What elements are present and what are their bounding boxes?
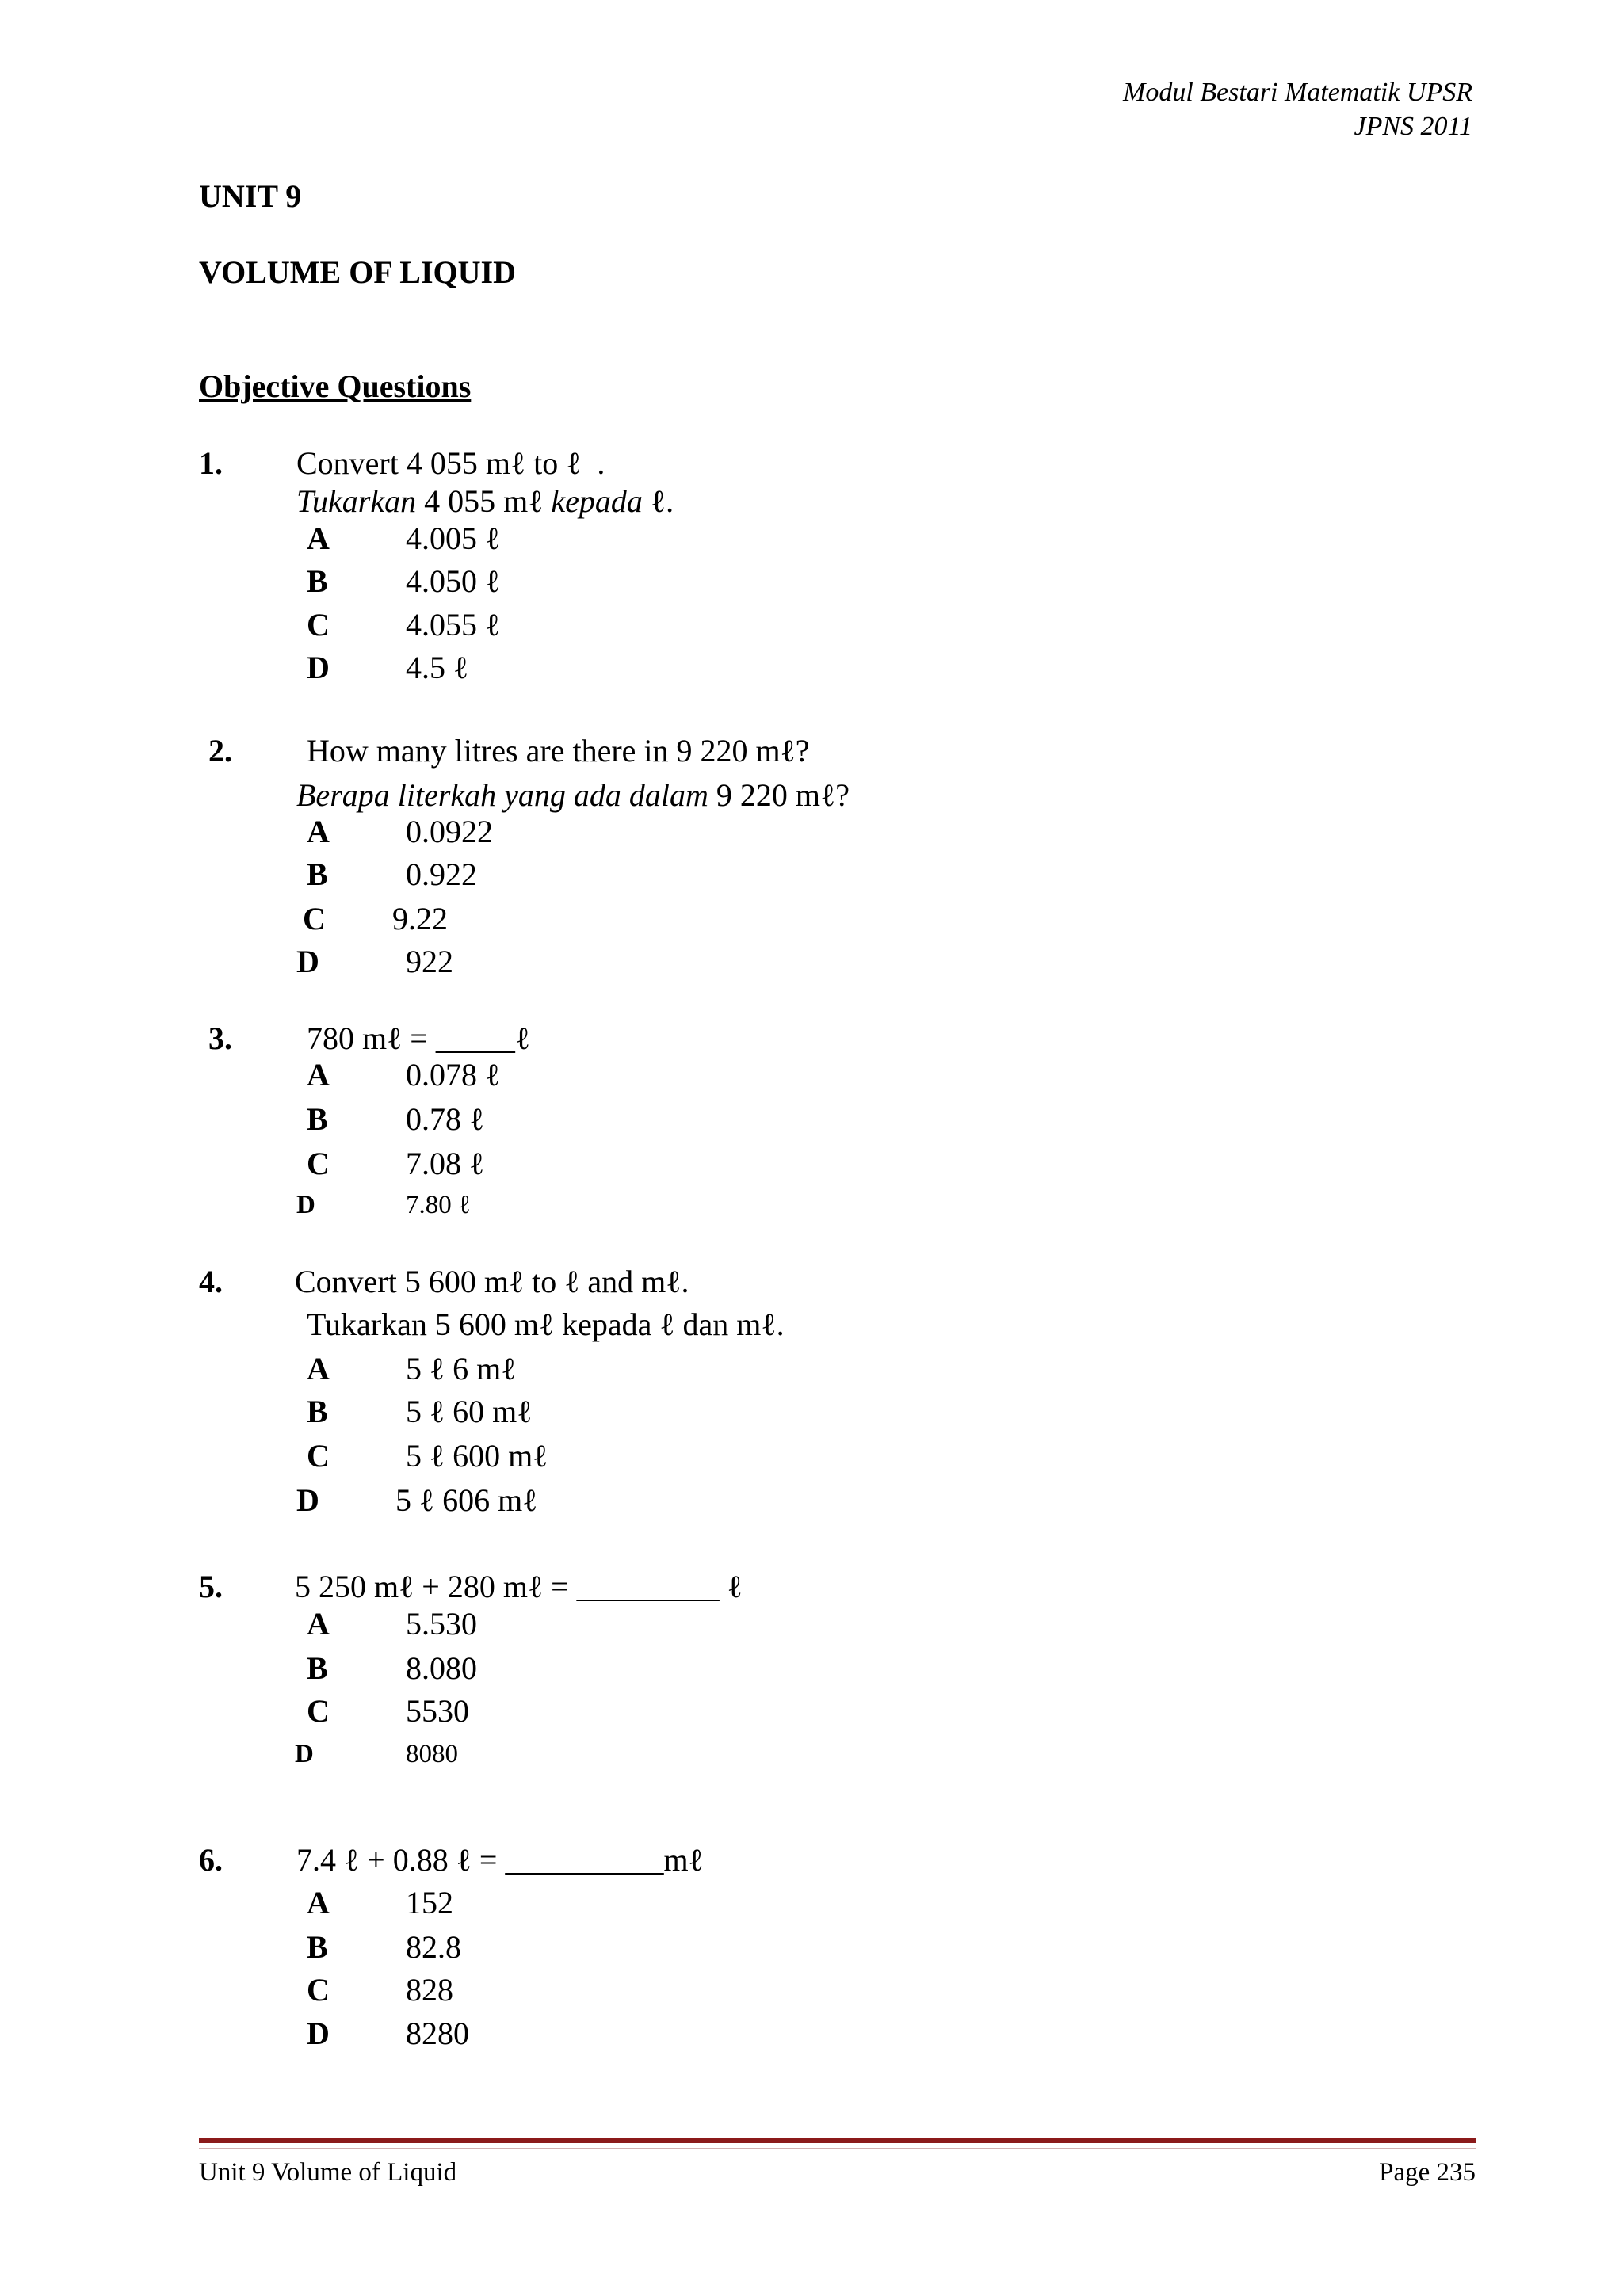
option-label: B	[307, 1929, 328, 1965]
option-label: C	[303, 901, 326, 936]
question-text: Convert 5 600 mℓ to ℓ and mℓ.	[295, 1264, 689, 1299]
option-value: 8080	[406, 1740, 458, 1768]
question-text: Convert 4 055 mℓ to ℓ .	[296, 445, 605, 481]
option-value: 5 ℓ 6 mℓ	[406, 1351, 517, 1386]
translation-part: 4 055 mℓ	[416, 483, 552, 519]
section-title: Objective Questions	[199, 368, 472, 404]
question-translation: Tukarkan 5 600 mℓ kepada ℓ dan mℓ.	[307, 1306, 785, 1342]
option-value: 152	[406, 1885, 453, 1920]
option-value: 4.055 ℓ	[406, 607, 501, 643]
option-label: D	[296, 1482, 319, 1518]
option-label: B	[307, 1394, 328, 1429]
question-number: 5.	[199, 1569, 223, 1604]
option-value: 7.80 ℓ	[406, 1191, 471, 1219]
option-label: C	[307, 1972, 330, 2008]
option-label: C	[307, 1693, 330, 1729]
option-value: 0.0922	[406, 814, 493, 849]
option-value: 5 ℓ 606 mℓ	[395, 1482, 538, 1518]
question-number: 3.	[208, 1020, 232, 1056]
translation-part: Tukarkan	[296, 483, 417, 519]
question-number: 2.	[208, 733, 232, 769]
option-label: A	[307, 1057, 330, 1093]
option-value: 4.050 ℓ	[406, 563, 501, 599]
question-text: 5 250 mℓ + 280 mℓ = _________ ℓ	[295, 1569, 743, 1604]
translation-part: kepada	[551, 483, 643, 519]
question-number: 1.	[199, 445, 223, 481]
option-value: 4.005 ℓ	[406, 521, 501, 556]
question-text: 7.4 ℓ + 0.88 ℓ = __________mℓ	[296, 1842, 704, 1878]
option-value: 5530	[406, 1693, 469, 1729]
option-label: C	[307, 607, 330, 643]
option-value: 828	[406, 1972, 453, 2008]
option-value: 5.530	[406, 1606, 477, 1642]
option-value: 7.08 ℓ	[406, 1146, 485, 1181]
option-label: A	[307, 1885, 330, 1920]
question-text: 780 mℓ = _____ℓ	[307, 1020, 530, 1056]
option-value: 5 ℓ 60 mℓ	[406, 1394, 533, 1429]
option-value: 0.78 ℓ	[406, 1101, 485, 1137]
option-value: 8280	[406, 2016, 469, 2051]
question-translation	[296, 777, 850, 813]
question-number: 4.	[199, 1264, 223, 1299]
translation-part: ℓ.	[642, 483, 674, 519]
question-translation	[296, 483, 674, 519]
header-title: Modul Bestari Matematik UPSR	[1123, 78, 1472, 107]
translation-part: 9 220 mℓ?	[708, 777, 850, 813]
footer-rule-thin	[199, 2148, 1476, 2149]
option-value: 82.8	[406, 1929, 461, 1965]
option-label: B	[307, 563, 328, 599]
option-label: A	[307, 1606, 330, 1642]
option-label: B	[307, 1101, 328, 1137]
option-value: 9.22	[392, 901, 448, 936]
option-label: D	[307, 650, 330, 685]
option-label: A	[307, 814, 330, 849]
unit-title: VOLUME OF LIQUID	[199, 254, 516, 290]
option-value: 8.080	[406, 1650, 477, 1686]
unit-label: UNIT 9	[199, 178, 302, 214]
option-label: B	[307, 856, 328, 892]
footer-page-number: Page 235	[1379, 2158, 1476, 2187]
option-label: D	[296, 944, 319, 979]
option-value: 922	[406, 944, 453, 979]
option-label: A	[307, 1351, 330, 1386]
option-label: C	[307, 1438, 330, 1474]
option-value: 5 ℓ 600 mℓ	[406, 1438, 548, 1474]
header-subtitle: JPNS 2011	[1354, 112, 1472, 141]
option-label: D	[295, 1740, 314, 1768]
option-label: A	[307, 521, 330, 556]
option-value: 4.5 ℓ	[406, 650, 469, 685]
footer-rule	[199, 2138, 1476, 2143]
option-value: 0.922	[406, 856, 477, 892]
translation-part: Berapa literkah yang ada dalam	[296, 777, 708, 813]
option-label: D	[296, 1191, 315, 1219]
option-label: B	[307, 1650, 328, 1686]
option-label: C	[307, 1146, 330, 1181]
option-label: D	[307, 2016, 330, 2051]
option-value: 0.078 ℓ	[406, 1057, 501, 1093]
footer-unit-title: Unit 9 Volume of Liquid	[199, 2158, 457, 2187]
question-number: 6.	[199, 1842, 223, 1878]
question-text: How many litres are there in 9 220 mℓ?	[307, 733, 810, 769]
